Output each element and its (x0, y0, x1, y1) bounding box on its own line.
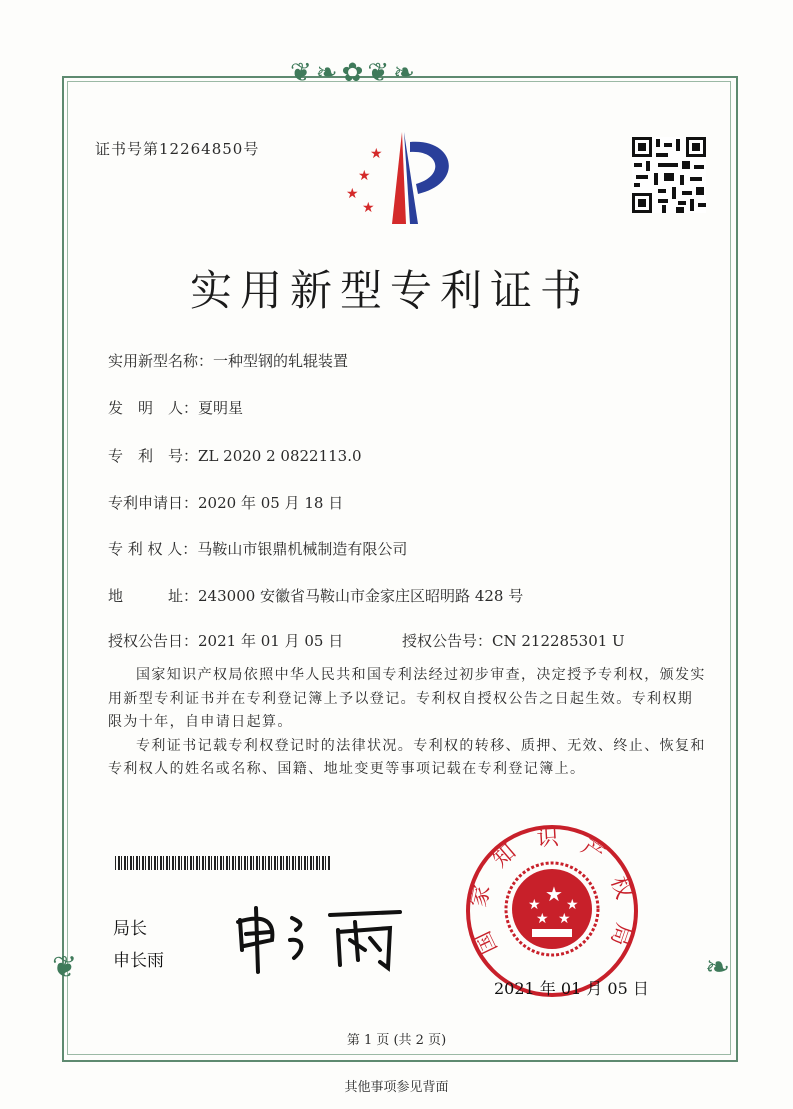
field-label: 专利申请日： (108, 494, 199, 512)
svg-text:★: ★ (346, 186, 359, 202)
svg-text:★: ★ (358, 168, 371, 184)
director-signature (230, 900, 410, 975)
corner-ornament-bottom-left: ❦ (52, 950, 78, 985)
svg-text:★: ★ (528, 897, 541, 913)
field-announcement-number (402, 630, 625, 651)
top-ornament: ❦❧✿❦❧ (290, 58, 419, 88)
page-indicator: 第 1 页 (共 2 页) (346, 1033, 447, 1048)
field-address (108, 585, 523, 606)
barcode (115, 856, 330, 870)
field-label: 专 利 权 人： (108, 540, 198, 558)
field-inventor (108, 397, 243, 418)
field-label: 发 明 人： (108, 399, 199, 417)
field-utility-model-name (108, 350, 348, 371)
seal-text: 国家知识产权局 (466, 825, 637, 958)
field-value: 243000 安徽省马鞍山市金家庄区昭明路 428 号 (198, 587, 524, 605)
certificate-title: 实用新型专利证书 (189, 266, 590, 315)
field-value: CN 212285301 U (492, 632, 625, 650)
field-value: 2020 年 05 月 18 日 (198, 494, 344, 512)
svg-text:★: ★ (545, 882, 563, 906)
field-value: 夏明星 (198, 399, 244, 417)
field-label: 实用新型名称： (108, 352, 214, 370)
paragraph: 专利证书记载专利权登记时的法律状况。专利权的转移、质押、无效、终止、恢复和专利权人的姓名或名称、国籍、地址变更等事项记载在专利登记簿上。 (108, 737, 706, 777)
field-value: 2021 年 01 月 05 日 (198, 632, 344, 650)
field-label: 地 址： (108, 587, 199, 605)
field-value: ZL 2020 2 0822113.0 (198, 447, 362, 465)
field-label: 专 利 号： (108, 447, 199, 465)
svg-text:★: ★ (362, 200, 375, 216)
field-value: 一种型钢的轧辊装置 (213, 352, 349, 370)
director-title: 局长 (113, 919, 147, 939)
qr-code[interactable] (632, 137, 706, 213)
director-name: 申长雨 (113, 951, 164, 971)
field-label: 授权公告号： (402, 632, 493, 650)
svg-text:★: ★ (566, 897, 579, 913)
svg-text:★: ★ (370, 146, 383, 162)
paragraph: 国家知识产权局依照中华人民共和国专利法经过初步审查，决定授予专利权，颁发实用新型专利证书并在专利登记簿上予以登记。专利权自授权公告之日起生效。专利权期限为十年，自申请日起算。 (108, 667, 706, 730)
svg-text:★: ★ (558, 911, 571, 927)
field-application-date (108, 492, 343, 513)
corner-ornament-bottom-right: ❧ (705, 950, 731, 985)
certificate-body-text (108, 664, 708, 782)
field-grant-date (108, 630, 343, 651)
field-patent-number (108, 445, 362, 466)
certificate-number: 证书号第12264850号 (95, 140, 260, 158)
field-patentee (108, 538, 407, 559)
field-value: 马鞍山市银鼎机械制造有限公司 (197, 540, 408, 558)
back-page-note: 其他事项参见背面 (344, 1080, 449, 1095)
cnipa-logo (340, 128, 460, 228)
svg-text:★: ★ (536, 911, 549, 927)
seal-date: 2021 年 01 月 05 日 (494, 979, 649, 998)
field-label: 授权公告日： (108, 632, 199, 650)
